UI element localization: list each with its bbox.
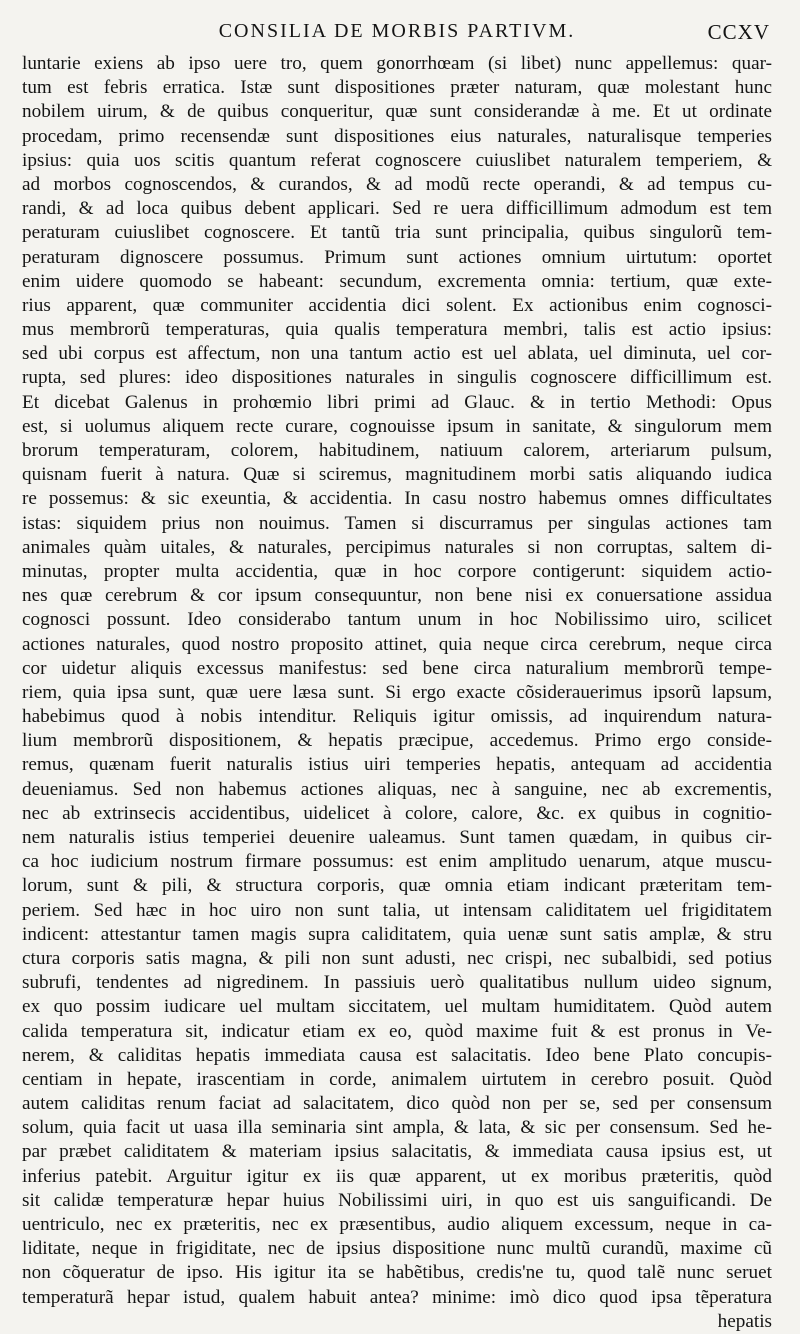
text-line: solum, quia facit ut uasa illa seminaria sint ampla, & lata, & sic per consensum. Sed he- <box>22 1117 772 1139</box>
text-line: uentriculo, nec ex præteritis, nec ex præsentibus, audio aliquem excessum, neque in ca- <box>22 1214 772 1235</box>
text-line: sed ubi corpus est affectum, non una tantum actio est uel ablata, uel diminuta, uel cor- <box>22 343 772 365</box>
text-line: ipsius: quia uos scitis quantum referat cognoscere cuiuslibet naturalem temperiem, & <box>22 149 772 171</box>
text-line: liditate, neque in frigiditate, nec de ipsius dispositione nunc multũ curandũ, maxime cũ <box>22 1238 772 1260</box>
text-line: ad morbos cognoscendos, & curandos, & ad modũ recte operandi, & ad tempus cu- <box>22 173 772 195</box>
text-line: riem, quia ipsa sunt, quæ uere læsa sunt. Si ergo exacte cõsiderauerimus ipsorũ lapsum, <box>22 681 772 703</box>
text-line: subrufi, tendentes ad nigredinem. In passiuis uerò qualitatibus nullum uideo signum, <box>22 972 772 994</box>
text-line: istas: siquidem prius non nouimus. Tamen si discurramus per singulas actiones tam <box>22 512 772 534</box>
body-text <box>22 52 772 1334</box>
text-line: animales quàm uitales, & naturales, percipimus naturales si non corruptas, saltem di- <box>22 536 772 558</box>
text-line: sit calidæ temperaturæ hepar huius Nobilissimi uiri, in quo est uis sanguificandi. De <box>22 1189 772 1211</box>
text-line: ex quo possim iudicare uel multam siccitatem, uel multam humiditatem. Quòd autem <box>22 996 772 1018</box>
text-line: non cõqueratur de ipso. His igitur ita se habẽtibus, credis'ne tu, quod talẽ nunc seruet <box>22 1262 772 1284</box>
text-line: ctura corporis satis magna, & pili non sunt adusti, nec crispi, nec subalbidi, sed potius <box>22 947 772 969</box>
text-line: lium membrorũ dispositionem, & hepatis præcipue, accedemus. Primo ergo conside- <box>22 730 772 752</box>
text-line: actiones naturales, quod nostro proposito attinet, quia neque circa cerebrum, neque circa <box>22 633 772 655</box>
text-line: procedam, primo recensendæ sunt dispositiones eius naturales, naturalisque temperies <box>22 125 772 147</box>
text-line: calida temperatura sit, indicatur etiam ex eo, quòd maxime fuit & est pronus in Ve- <box>22 1020 772 1042</box>
text-line: hepatis <box>717 1310 772 1332</box>
text-line: remus, quænam fuerit naturalis istius uiri temperies hepatis, antequam ad accidentia <box>22 754 772 776</box>
text-line: luntarie exiens ab ipso uere tro, quem gonorrhœam (si libet) nunc appellemus: quar- <box>22 53 772 74</box>
page-number: CCXV <box>707 20 770 44</box>
text-line: rupta, sed plures: ideo dispositiones naturales in singulis cognoscere difficillimum est. <box>22 367 772 389</box>
text-line: cor uidetur aliquis excessus manifestus: sed bene circa naturalium membrorũ tempe- <box>22 657 772 679</box>
text-line: nobilem uirum, & de quibus conqueritur, quæ sunt considerandæ à me. Et ut ordinate <box>22 101 772 123</box>
text-line: indicent: attestantur tamen magis supra caliditatem, quia uenæ sunt satis amplæ, & stru <box>22 923 772 945</box>
text-line: periem. Sed hæc in hoc uiro non sunt talia, ut intensam caliditatem uel frigiditatem <box>22 899 772 921</box>
text-line: centiam in hepate, irascentiam in corde, animalem uirtutem in cerebro posuit. Quòd <box>22 1068 772 1090</box>
text-line: tum est febris erratica. Istæ sunt dispositiones præter naturam, quæ molestant hunc <box>22 77 772 99</box>
text-line: par præbet caliditatem & materiam ipsius salacitatis, & immediata causa ipsius est, ut <box>22 1141 772 1163</box>
text-line: brorum temperaturam, colorem, habitudinem, natiuum calorem, arteriarum pulsum, <box>22 440 772 461</box>
text-line: nerem, & caliditas hepatis immediata causa est salacitatis. Ideo bene Plato concupis- <box>22 1044 772 1066</box>
book-page <box>22 18 772 1334</box>
text-line: est, si uolumus aliquem recte curare, cognouisse ipsum in sanitate, & singulorum mem <box>22 415 772 437</box>
text-line: re possemus: & sic exeuntia, & accidentia. In casu nostro habemus omnes difficultates <box>22 488 772 510</box>
text-line: habebimus quod à nobis intenditur. Reliquis igitur omissis, ad inquirendum natura- <box>22 706 772 728</box>
text-line: nes quæ cerebrum & cor ipsum consequuntur, non bene nisi ex conuersatione assidua <box>22 585 772 607</box>
text-line: nem naturalis istius temperiei deuenire ualeamus. Sunt tamen quædam, in quibus cir- <box>22 827 772 848</box>
text-line: autem caliditas renum faciat ad salacitatem, dico quòd non per se, sed per consensum <box>22 1093 772 1115</box>
text-line: Et dicebat Galenus in prohœmio libri primi ad Glauc. & in tertio Methodi: Opus <box>22 391 772 413</box>
text-line: peraturam dignoscere possumus. Primum sunt actiones omnium uirtutum: oportet <box>22 246 772 268</box>
text-line: lorum, sunt & pili, & structura corporis, quæ omnia etiam indicant præteritam tem- <box>22 875 772 897</box>
running-head <box>22 18 772 46</box>
text-line: enim uidere quomodo se habeant: secundum, excrementa omnia: tertium, quæ exte- <box>22 270 772 292</box>
header-title: CONSILIA DE MORBIS PARTIVM. <box>218 20 576 42</box>
text-line: inferius patebit. Arguitur igitur ex iis quæ apparent, ut ex moribus præteritis, quòd <box>22 1165 772 1187</box>
text-line: cognosci possunt. Ideo considerabo tantum unum in hoc Nobilissimo uiro, scilicet <box>22 609 772 631</box>
text-line: peraturam cuiuslibet cognoscere. Et tantũ tria sunt principalia, quibus singulorũ tem- <box>22 222 772 244</box>
text-line: mus membrorũ temperaturas, quia qualis temperatura membri, talis est actio ipsius: <box>22 319 772 341</box>
text-line: quisnam fuerit à natura. Quæ si sciremus, magnitudinem morbi satis aliquando iudica <box>22 464 772 486</box>
text-line: rius apparent, quæ communiter accidentia dici solent. Ex actionibus enim cognosci- <box>22 294 772 316</box>
text-line: randi, & ad loca quibus debent applicari. Sed re uera difficillimum admodum est tem <box>22 198 772 220</box>
text-line: ca hoc iudicium nostrum firmare possumus: est enim amplitudo uenarum, atque muscu- <box>22 851 772 873</box>
text-line: nec ab extrinsecis accidentibus, uidelicet à colore, calore, &c. ex quibus in cognitio- <box>22 802 772 824</box>
text-line: deueniamus. Sed non habemus actiones aliquas, nec à sanguine, nec ab excrementis, <box>22 778 772 800</box>
text-line: temperaturã hepar istud, qualem habuit antea? minime: imò dico quod ipsa tẽperatura <box>22 1286 772 1308</box>
text-line: minutas, propter multa accidentia, quæ in hoc corpore contigerunt: siquidem actio- <box>22 560 772 582</box>
